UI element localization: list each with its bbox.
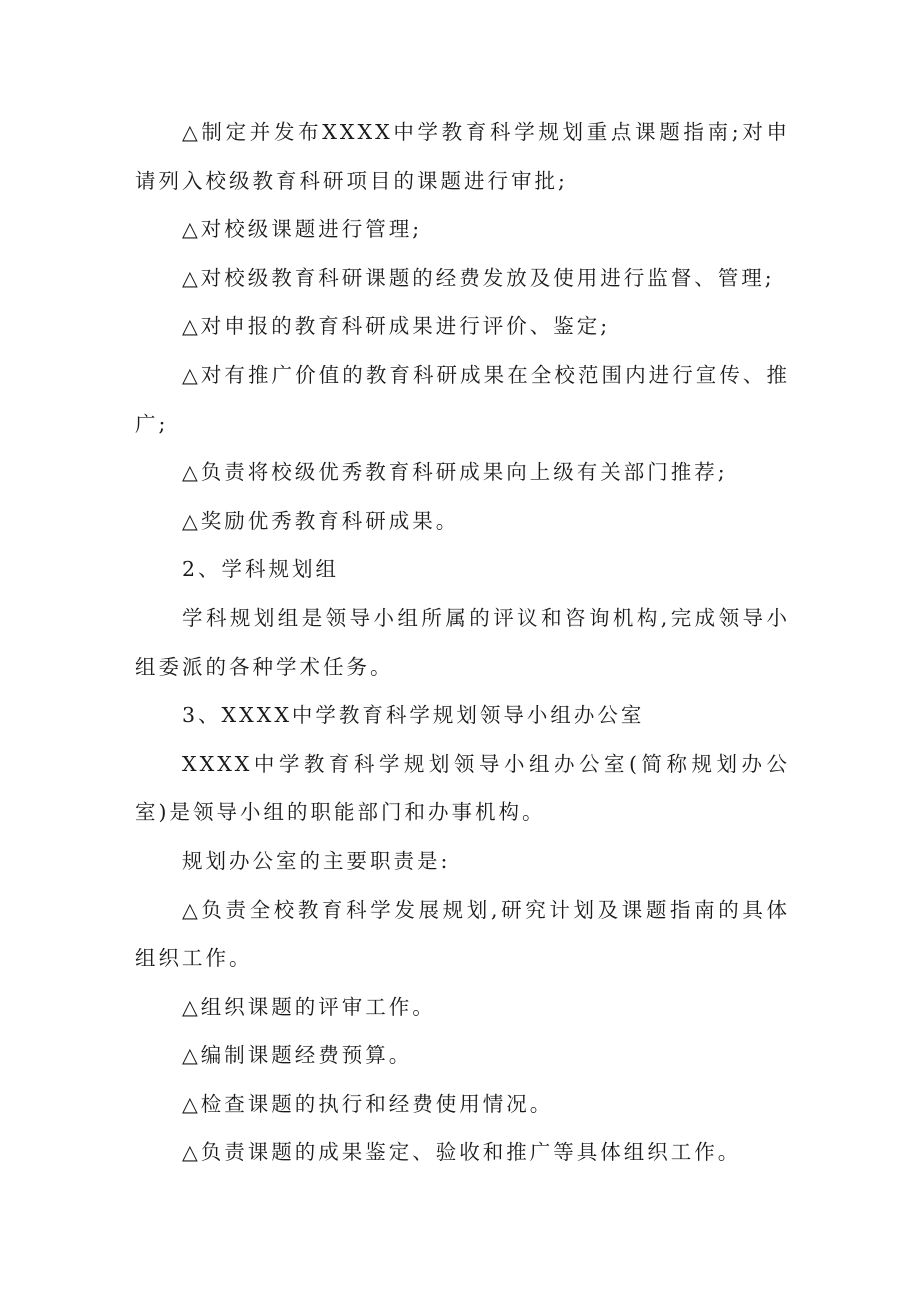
- document-body: [135, 108, 790, 1177]
- duty-item-result-recommendation: △负责将校级优秀教育科研成果向上级有关部门推荐;: [182, 460, 728, 485]
- section-heading-office: 3、XXXX中学教育科学规划领导小组办公室: [182, 703, 645, 728]
- subject-group-description: 学科规划组是领导小组所属的评议和咨询机构,完成领导小组委派的各种学术任务。: [135, 605, 790, 679]
- duty-item-project-management: △对校级课题进行管理;: [182, 217, 423, 242]
- office-duty-review: △组织课题的评审工作。: [182, 994, 436, 1019]
- duty-item-result-evaluation: △对申报的教育科研成果进行评价、鉴定;: [182, 314, 611, 339]
- office-duty-budget: △编制课题经费预算。: [182, 1043, 413, 1068]
- office-duty-acceptance: △负责课题的成果鉴定、验收和推广等具体组织工作。: [182, 1140, 742, 1165]
- duty-item-result-promotion: △对有推广价值的教育科研成果在全校范围内进行宣传、推广;: [135, 362, 790, 436]
- duty-item-result-award: △奖励优秀教育科研成果。: [182, 508, 460, 533]
- office-duty-inspection: △检查课题的执行和经费使用情况。: [182, 1091, 554, 1116]
- section-heading-subject-group: 2、学科规划组: [182, 557, 340, 582]
- office-duties-intro: 规划办公室的主要职责是:: [182, 848, 451, 873]
- office-duty-planning: △负责全校教育科学发展规划,研究计划及课题指南的具体组织工作。: [135, 897, 790, 971]
- office-description: XXXX中学教育科学规划领导小组办公室(简称规划办公室)是领导小组的职能部门和办事机构。: [135, 751, 790, 825]
- duty-item-guide-approval: △制定并发布XXXX中学教育科学规划重点课题指南;对申请列入校级教育科研项目的课题进行审批;: [135, 120, 790, 193]
- duty-item-funding-supervision: △对校级教育科研课题的经费发放及使用进行监督、管理;: [182, 265, 775, 290]
